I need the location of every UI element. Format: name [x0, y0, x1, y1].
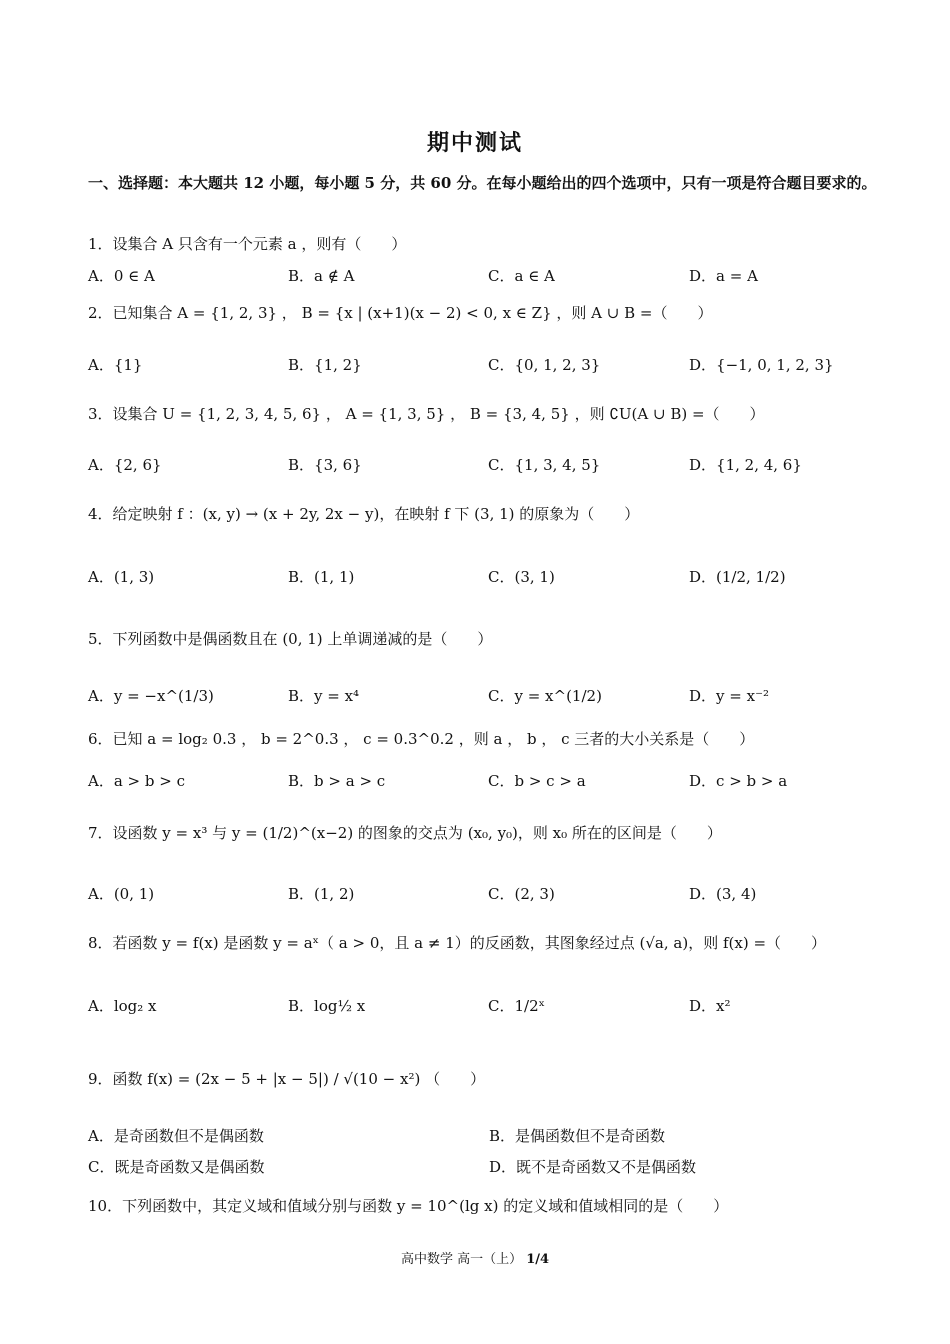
option-d[interactable]: D．y = x⁻²	[689, 687, 769, 705]
option-d[interactable]: D．{−1, 0, 1, 2, 3}	[689, 356, 834, 374]
option-a[interactable]: A．a > b > c	[88, 772, 185, 790]
options-5	[88, 685, 868, 717]
question-6: 6．已知 a = log₂ 0.3 ， b = 2^0.3 ， c = 0.3^0.2 ，则 a ， b ， c 三者的大小关系是（ ）	[88, 730, 755, 748]
option-d[interactable]: D．c > b > a	[689, 772, 788, 790]
option-b[interactable]: B．a ∉ A	[288, 267, 355, 285]
question-2: 2．已知集合 A = {1, 2, 3} ， B = {x | (x+1)(x − 2) < 0, x ∈ Z} ，则 A ∪ B =（ ）	[88, 304, 713, 322]
option-a[interactable]: A．{2, 6}	[88, 456, 162, 474]
option-c[interactable]: C．(3, 1)	[488, 568, 555, 586]
option-c[interactable]: C．a ∈ A	[488, 267, 555, 285]
footer-text: 高中数学 高一（上）	[400, 1252, 523, 1267]
option-b[interactable]: B．(1, 1)	[288, 568, 355, 586]
option-b[interactable]: B．log½ x	[288, 997, 366, 1015]
question-3: 3．设集合 U = {1, 2, 3, 4, 5, 6} ， A = {1, 3, 5} ， B = {3, 4, 5} ，则 ∁U(A ∪ B) =（ ）	[88, 405, 765, 423]
option-a[interactable]: A．0 ∈ A	[88, 267, 155, 285]
option-c[interactable]: C．{1, 3, 4, 5}	[488, 456, 601, 474]
option-a[interactable]: A．y = −x^(1/3)	[88, 687, 214, 705]
options-9-row2	[88, 1156, 868, 1188]
option-a[interactable]: A．是奇函数但不是偶函数	[88, 1127, 264, 1145]
question-5: 5．下列函数中是偶函数且在 (0, 1) 上单调递减的是（ ）	[88, 630, 493, 648]
option-b[interactable]: B．b > a > c	[288, 772, 386, 790]
question-1: 1．设集合 A 只含有一个元素 a ，则有（ ）	[88, 235, 407, 253]
options-9-row1	[88, 1125, 868, 1157]
options-8	[88, 995, 868, 1027]
options-3	[88, 454, 868, 486]
question-7: 7．设函数 y = x³ 与 y = (1/2)^(x−2) 的图象的交点为 (x₀, y₀)，则 x₀ 所在的区间是（ ）	[88, 824, 722, 842]
options-7	[88, 883, 868, 915]
option-b[interactable]: B．是偶函数但不是奇函数	[489, 1127, 666, 1145]
question-10: 10．下列函数中，其定义域和值域分别与函数 y = 10^(lg x) 的定义域和值域相同的是（ ）	[88, 1197, 729, 1215]
section-heading: 一、选择题：本大题共 12 小题，每小题 5 分，共 60 分。在每小题给出的四个选项中，只有一项是符合题目要求的。	[88, 174, 877, 192]
page-title: 期中测试	[426, 130, 523, 156]
option-d[interactable]: D．{1, 2, 4, 6}	[689, 456, 802, 474]
page-number: 1/4	[526, 1252, 550, 1267]
question-9: 9．函数 f(x) = (2x − 5 + |x − 5|) / √(10 − x²) （ ）	[88, 1070, 486, 1088]
option-a[interactable]: A．(0, 1)	[88, 885, 155, 903]
question-4: 4．给定映射 f ：(x, y) → (x + 2y, 2x − y)，在映射 f 下 (3, 1) 的原象为（ ）	[88, 505, 640, 523]
option-a[interactable]: A．(1, 3)	[88, 568, 155, 586]
option-c[interactable]: C．(2, 3)	[488, 885, 555, 903]
question-8: 8．若函数 y = f(x) 是函数 y = aˣ（ a > 0，且 a ≠ 1）的反函数，其图象经过点 (√a, a)，则 f(x) =（ ）	[88, 934, 827, 952]
options-6	[88, 770, 868, 802]
option-b[interactable]: B．(1, 2)	[288, 885, 355, 903]
options-1	[88, 265, 868, 297]
option-c[interactable]: C．b > c > a	[488, 772, 586, 790]
option-a[interactable]: A．{1}	[88, 356, 143, 374]
option-d[interactable]: D．既不是奇函数又不是偶函数	[489, 1158, 697, 1176]
option-a[interactable]: A．log₂ x	[88, 997, 157, 1015]
option-b[interactable]: B．y = x⁴	[288, 687, 360, 705]
option-b[interactable]: B．{1, 2}	[288, 356, 362, 374]
option-c[interactable]: C．{0, 1, 2, 3}	[488, 356, 601, 374]
option-b[interactable]: B．{3, 6}	[288, 456, 362, 474]
option-c[interactable]: C．y = x^(1/2)	[488, 687, 602, 705]
option-d[interactable]: D．x²	[689, 997, 731, 1015]
option-c[interactable]: C．既是奇函数又是偶函数	[88, 1158, 265, 1176]
option-c[interactable]: C．1/2ˣ	[488, 997, 545, 1015]
option-d[interactable]: D．a = A	[689, 267, 758, 285]
option-d[interactable]: D．(3, 4)	[689, 885, 757, 903]
options-2	[88, 354, 868, 386]
page-footer	[0, 1248, 950, 1267]
option-d[interactable]: D．(1/2, 1/2)	[689, 568, 786, 586]
options-4	[88, 566, 868, 598]
